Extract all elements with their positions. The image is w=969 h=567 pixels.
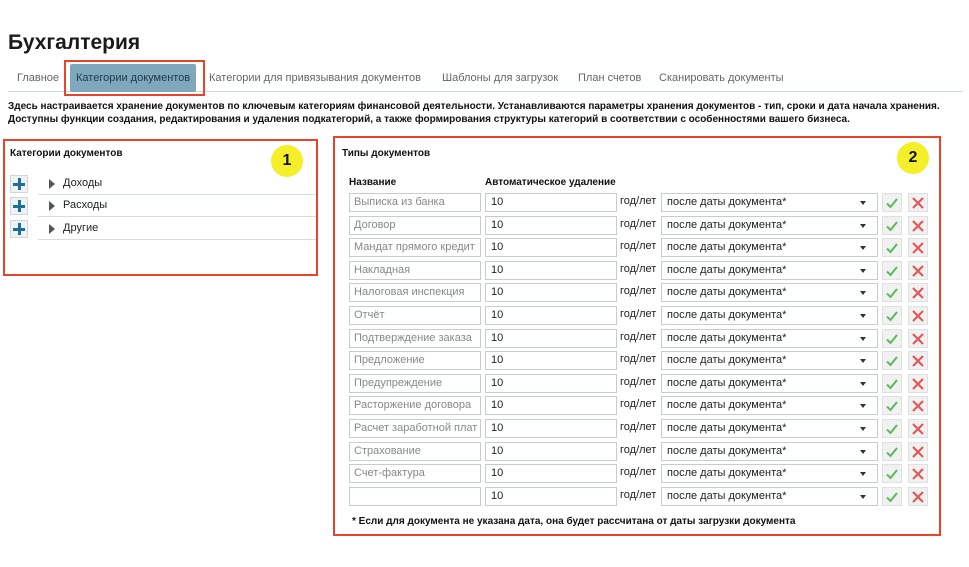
- expand-arrow-icon[interactable]: [49, 201, 55, 211]
- category-row-other[interactable]: [10, 218, 316, 240]
- tab-upload-templates[interactable]: Шаблоны для загрузок: [442, 72, 559, 84]
- retention-start-select[interactable]: [661, 261, 878, 280]
- column-header-auto-delete: Автоматическое удаление: [485, 177, 616, 188]
- delete-row-button[interactable]: [908, 261, 928, 280]
- retention-period-input[interactable]: 10: [485, 351, 617, 370]
- retention-unit-label: год/лет: [620, 308, 657, 320]
- document-type-row: [349, 351, 939, 371]
- retention-unit-label: год/лет: [620, 240, 657, 252]
- retention-start-value: после даты документа*: [667, 196, 787, 208]
- retention-start-select[interactable]: [661, 306, 878, 325]
- retention-period-input[interactable]: 10: [485, 487, 617, 506]
- save-row-button[interactable]: [882, 396, 902, 415]
- delete-row-button[interactable]: [908, 487, 928, 506]
- document-type-row: [349, 487, 939, 507]
- delete-row-button[interactable]: [908, 374, 928, 393]
- document-type-row: [349, 419, 939, 439]
- close-icon: [911, 286, 925, 300]
- save-row-button[interactable]: [882, 193, 902, 212]
- save-row-button[interactable]: [882, 487, 902, 506]
- document-type-row: [349, 329, 939, 349]
- expand-arrow-icon[interactable]: [49, 179, 55, 189]
- category-label: Другие: [63, 222, 99, 234]
- close-icon: [911, 196, 925, 210]
- checkmark-icon: [885, 332, 899, 346]
- tab-main[interactable]: Главное: [17, 72, 60, 84]
- retention-period-input[interactable]: 10: [485, 464, 617, 483]
- close-icon: [911, 399, 925, 413]
- retention-start-value: после даты документа*: [667, 264, 787, 276]
- panel-badge-1: 1: [271, 145, 303, 177]
- page-description: Здесь настраивается хранение документов по ключевым категориям финансовой деятельности. Устанавливаются параметры хранения документов - тип, сроки и дата начала хранения. Доступны функции создания, редактирования и удаления подкатегорий, а также формирования структуры категорий в соответствии с особенностями вашего бизнеса.: [8, 101, 940, 125]
- checkmark-icon: [885, 467, 899, 481]
- page-title: Бухгалтерия: [8, 31, 141, 54]
- retention-start-value: после даты документа*: [667, 377, 787, 389]
- retention-unit-label: год/лет: [620, 285, 657, 297]
- dropdown-caret-icon: [860, 337, 866, 341]
- document-type-row: [349, 238, 939, 258]
- dropdown-caret-icon: [860, 495, 866, 499]
- close-icon: [911, 354, 925, 368]
- retention-start-select[interactable]: [661, 193, 878, 212]
- document-type-name-input[interactable]: Страхование: [349, 442, 481, 461]
- retention-start-value: после даты документа*: [667, 286, 787, 298]
- document-type-name-input[interactable]: Договор: [349, 216, 481, 235]
- delete-row-button[interactable]: [908, 283, 928, 302]
- document-type-row: [349, 396, 939, 416]
- document-type-name-input[interactable]: Мандат прямого кредит: [349, 238, 481, 257]
- retention-start-select[interactable]: [661, 396, 878, 415]
- checkmark-icon: [885, 309, 899, 323]
- document-type-row: [349, 306, 939, 326]
- checkmark-icon: [885, 490, 899, 504]
- retention-start-select[interactable]: [661, 351, 878, 370]
- retention-unit-label: год/лет: [620, 444, 657, 456]
- retention-period-input[interactable]: 10: [485, 238, 617, 257]
- category-label: Доходы: [63, 177, 103, 189]
- panel-badge-2: 2: [897, 142, 929, 174]
- active-tab-highlight: [64, 60, 205, 96]
- retention-unit-label: год/лет: [620, 421, 657, 433]
- document-type-row: [349, 374, 939, 394]
- retention-unit-label: год/лет: [620, 263, 657, 275]
- retention-start-select[interactable]: [661, 216, 878, 235]
- delete-row-button[interactable]: [908, 329, 928, 348]
- document-type-row: [349, 442, 939, 462]
- document-type-name-input[interactable]: Выписка из банка: [349, 193, 481, 212]
- checkmark-icon: [885, 354, 899, 368]
- checkmark-icon: [885, 264, 899, 278]
- retention-period-input[interactable]: 10: [485, 283, 617, 302]
- retention-start-value: после даты документа*: [667, 241, 787, 253]
- retention-start-value: после даты документа*: [667, 219, 787, 231]
- retention-start-select[interactable]: [661, 374, 878, 393]
- save-row-button[interactable]: [882, 374, 902, 393]
- document-type-name-input[interactable]: Расторжение договора: [349, 396, 481, 415]
- save-row-button[interactable]: [882, 419, 902, 438]
- dropdown-caret-icon: [860, 450, 866, 454]
- close-icon: [911, 445, 925, 459]
- expand-arrow-icon[interactable]: [49, 224, 55, 234]
- tab-chart-of-accounts[interactable]: План счетов: [578, 72, 642, 84]
- document-type-row: [349, 261, 939, 281]
- document-type-name-input[interactable]: [349, 487, 481, 506]
- dropdown-caret-icon: [860, 269, 866, 273]
- save-row-button[interactable]: [882, 283, 902, 302]
- dropdown-caret-icon: [860, 291, 866, 295]
- retention-period-input[interactable]: 10: [485, 216, 617, 235]
- delete-row-button[interactable]: [908, 464, 928, 483]
- retention-unit-label: год/лет: [620, 331, 657, 343]
- category-label: Расходы: [63, 199, 108, 211]
- dropdown-caret-icon: [860, 382, 866, 386]
- save-row-button[interactable]: [882, 351, 902, 370]
- document-type-name-input[interactable]: Отчёт: [349, 306, 481, 325]
- dropdown-caret-icon: [860, 201, 866, 205]
- retention-unit-label: год/лет: [620, 466, 657, 478]
- save-row-button[interactable]: [882, 306, 902, 325]
- row-divider: [38, 216, 316, 217]
- retention-unit-label: год/лет: [620, 398, 657, 410]
- categories-panel: [3, 139, 318, 276]
- category-row-expenses[interactable]: [10, 195, 316, 217]
- dropdown-caret-icon: [860, 404, 866, 408]
- column-header-name: Название: [349, 177, 397, 188]
- close-icon: [911, 241, 925, 255]
- retention-start-value: после даты документа*: [667, 467, 787, 479]
- retention-start-value: после даты документа*: [667, 332, 787, 344]
- retention-start-select[interactable]: [661, 419, 878, 438]
- close-icon: [911, 264, 925, 278]
- retention-period-input[interactable]: 10: [485, 193, 617, 212]
- close-icon: [911, 467, 925, 481]
- retention-start-select[interactable]: [661, 487, 878, 506]
- document-type-row: [349, 193, 939, 213]
- retention-start-select[interactable]: [661, 238, 878, 257]
- retention-unit-label: год/лет: [620, 195, 657, 207]
- save-row-button[interactable]: [882, 216, 902, 235]
- dropdown-caret-icon: [860, 427, 866, 431]
- categories-panel-title: Категории документов: [10, 148, 123, 159]
- checkmark-icon: [885, 219, 899, 233]
- dropdown-caret-icon: [860, 314, 866, 318]
- checkmark-icon: [885, 196, 899, 210]
- tab-document-categories[interactable]: Категории документов: [70, 64, 196, 92]
- save-row-button[interactable]: [882, 442, 902, 461]
- delete-row-button[interactable]: [908, 351, 928, 370]
- row-divider: [38, 239, 316, 240]
- retention-start-value: после даты документа*: [667, 399, 787, 411]
- dropdown-caret-icon: [860, 472, 866, 476]
- retention-unit-label: год/лет: [620, 218, 657, 230]
- document-type-row: [349, 283, 939, 303]
- retention-start-value: после даты документа*: [667, 354, 787, 366]
- save-row-button[interactable]: [882, 261, 902, 280]
- retention-start-value: после даты документа*: [667, 309, 787, 321]
- document-types-panel-title: Типы документов: [342, 148, 431, 159]
- document-type-name-input[interactable]: Предложение: [349, 351, 481, 370]
- retention-period-input[interactable]: 10: [485, 396, 617, 415]
- checkmark-icon: [885, 399, 899, 413]
- save-row-button[interactable]: [882, 238, 902, 257]
- close-icon: [911, 490, 925, 504]
- dropdown-caret-icon: [860, 224, 866, 228]
- add-subcategory-icon[interactable]: [10, 175, 28, 193]
- retention-period-input[interactable]: 10: [485, 329, 617, 348]
- delete-row-button[interactable]: [908, 238, 928, 257]
- delete-row-button[interactable]: [908, 396, 928, 415]
- category-row-income[interactable]: [10, 173, 316, 195]
- retention-start-select[interactable]: [661, 329, 878, 348]
- delete-row-button[interactable]: [908, 306, 928, 325]
- document-type-name-input[interactable]: Расчет заработной плат: [349, 419, 481, 438]
- tab-binding-categories[interactable]: Категории для привязывания документов: [209, 72, 421, 84]
- document-type-name-input[interactable]: Налоговая инспекция: [349, 283, 481, 302]
- dropdown-caret-icon: [860, 359, 866, 363]
- delete-row-button[interactable]: [908, 193, 928, 212]
- document-type-name-input[interactable]: Счет-фактура: [349, 464, 481, 483]
- retention-period-input[interactable]: 10: [485, 261, 617, 280]
- retention-period-input[interactable]: 10: [485, 374, 617, 393]
- add-subcategory-icon[interactable]: [10, 197, 28, 215]
- footnote: * Если для документа не указана дата, она будет рассчитана от даты загрузки документа: [352, 516, 796, 527]
- retention-period-input[interactable]: 10: [485, 442, 617, 461]
- close-icon: [911, 422, 925, 436]
- checkmark-icon: [885, 286, 899, 300]
- save-row-button[interactable]: [882, 329, 902, 348]
- delete-row-button[interactable]: [908, 419, 928, 438]
- document-type-row: [349, 216, 939, 236]
- retention-period-input[interactable]: 10: [485, 306, 617, 325]
- retention-start-select[interactable]: [661, 442, 878, 461]
- retention-start-value: после даты документа*: [667, 422, 787, 434]
- add-subcategory-icon[interactable]: [10, 220, 28, 238]
- close-icon: [911, 219, 925, 233]
- delete-row-button[interactable]: [908, 216, 928, 235]
- retention-unit-label: год/лет: [620, 489, 657, 501]
- document-type-name-input[interactable]: Подтверждение заказа: [349, 329, 481, 348]
- retention-start-select[interactable]: [661, 283, 878, 302]
- document-type-name-input[interactable]: Накладная: [349, 261, 481, 280]
- document-type-row: [349, 464, 939, 484]
- delete-row-button[interactable]: [908, 442, 928, 461]
- checkmark-icon: [885, 241, 899, 255]
- save-row-button[interactable]: [882, 464, 902, 483]
- close-icon: [911, 377, 925, 391]
- retention-unit-label: год/лет: [620, 376, 657, 388]
- document-type-name-input[interactable]: Предупреждение: [349, 374, 481, 393]
- dropdown-caret-icon: [860, 246, 866, 250]
- checkmark-icon: [885, 422, 899, 436]
- close-icon: [911, 332, 925, 346]
- retention-start-select[interactable]: [661, 464, 878, 483]
- checkmark-icon: [885, 445, 899, 459]
- retention-unit-label: год/лет: [620, 353, 657, 365]
- checkmark-icon: [885, 377, 899, 391]
- retention-start-value: после даты документа*: [667, 445, 787, 457]
- tab-scan-documents[interactable]: Сканировать документы: [659, 72, 784, 84]
- close-icon: [911, 309, 925, 323]
- retention-start-value: после даты документа*: [667, 490, 787, 502]
- retention-period-input[interactable]: 10: [485, 419, 617, 438]
